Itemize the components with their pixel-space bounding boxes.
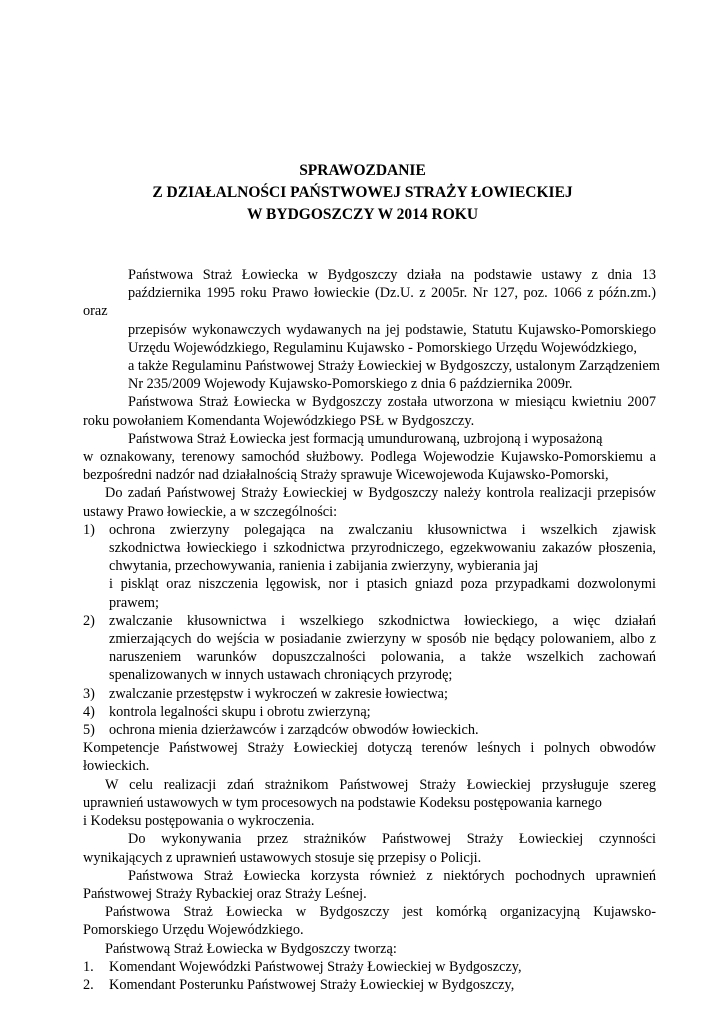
title-line-2: Z DZIAŁALNOŚCI PAŃSTWOWEJ STRAŻY ŁOWIECKIEJ (152, 184, 573, 201)
members-list (83, 958, 656, 994)
title-line-3: W BYDGOSZCZY W 2014 ROKU (246, 206, 479, 223)
tasks-list (83, 521, 656, 739)
paragraph-derived-powers: Państwowa Straż Łowiecka korzysta również z niektórych pochodnych uprawnień Państwowej Straży Rybackiej oraz Straży Leśnej. (83, 867, 656, 902)
list-item: 5) ochrona mienia dzierżawców i zarządców obwodów łowieckich. (83, 722, 479, 739)
paragraph-powers: W celu realizacji zdań strażnikom Państwowej Straży Łowieckiej przysługuje szereg uprawnień ustawowych w tym procesowych na podstawie Kodeksu postępowania karnego i Kodeksu postępowania o wykroczenia. (83, 776, 656, 830)
list-item: 2. Komendant Posterunku Państwowej Straży Łowieckiej w Bydgoszczy, (83, 976, 515, 993)
paragraph-tasks-intro: Do zadań Państwowej Straży Łowieckiej w Bydgoszczy należy kontrola realizacji przepisów ustawy Prawo łowieckie, a w szczególności: (83, 485, 656, 520)
title-line-1: SPRAWOZDANIE (299, 162, 426, 179)
paragraph-members-intro: Państwową Straż Łowiecka w Bydgoszczy tworzą: (105, 940, 397, 957)
list-item: 1. Komendant Wojewódzki Państwowej Straży Łowieckiej w Bydgoszczy, (83, 958, 522, 975)
paragraph-police-rules: Do wykonywania przez strażników Państwowej Straży Łowieckiej czynności wynikających z uprawnień ustawowych stosuje się przepisy o Policji. (83, 831, 656, 866)
paragraph-formation: Państwowa Straż Łowiecka jest formacją umundurowaną, uzbrojoną i wyposażoną w oznakowany, terenowy samochód służbowy. Podlega Wojewodzie Kujawsko-Pomorskiemu a bezpośredni nadzór nad działalnością Straży sprawuje Wicewojewoda Kujawsko-Pomorski, (83, 430, 656, 484)
paragraph-organization: Państwowa Straż Łowiecka w Bydgoszczy jest komórką organizacyjną Kujawsko- Pomorskiego Urzędu Wojewódzkiego. (83, 904, 656, 939)
list-item: 1) ochrona zwierzyny polegająca na zwalczaniu kłusownictwa i wszelkich zjawisk szkodnictwa łowieckiego i szkodnictwa przyrodniczego, egzekwowaniu zakazów płoszenia, chwytania, przechowywania, ranienia i zabijania zwierzyny, wybierania jaj i piskląt oraz niszczenia lęgowisk, nor i ptasich gniazd poza przypadkami dozwolonymi prawem; (83, 521, 656, 611)
list-item: 4) kontrola legalności skupu i obrotu zwierzyną; (83, 703, 371, 720)
list-item: 3) zwalczanie przestępstw i wykroczeń w zakresie łowiectwa; (83, 685, 448, 702)
report-body (83, 266, 660, 994)
report-title (0, 160, 725, 226)
paragraph-competence: Kompetencje Państwowej Straży Łowieckiej dotyczą terenów leśnych i polnych obwodów łowieckich. (83, 740, 656, 775)
paragraph-legal-basis: Państwowa Straż Łowiecka w Bydgoszczy działa na podstawie ustawy z dnia 13 października 1995 roku Prawo łowieckie (Dz.U. z 2005r. Nr 127, poz. 1066 z późn.zm.) oraz przepisów wykonawczych wydawanych na jej podstawie, Statutu Kujawsko-Pomorskiego Urzędu Wojewódzkiego, Regulaminu Kujawsko - Pomorskiego Urzędu Wojewódzkiego, a także Regulaminu Państwowej Straży Łowieckiej w Bydgoszczy, ustalonym Zarządzeniem Nr 235/2009 Wojewody Kujawsko-Pomorskiego z dnia 6 października 2009r. (83, 267, 660, 393)
paragraph-creation: Państwowa Straż Łowiecka w Bydgoszczy została utworzona w miesiącu kwietniu 2007 roku powołaniem Komendanta Wojewódzkiego PSŁ w Bydgoszczy. (83, 394, 656, 429)
list-item: 2) zwalczanie kłusownictwa i wszelkiego szkodnictwa łowieckiego, a więc działań zmierzających do wejścia w posiadanie zwierzyny w sposób nie będący polowaniem, albo z naruszeniem warunków dopuszczalności polowania, a także wszelkich zachowań spenalizowanych w innych ustawach chroniących przyrodę; (83, 612, 656, 684)
